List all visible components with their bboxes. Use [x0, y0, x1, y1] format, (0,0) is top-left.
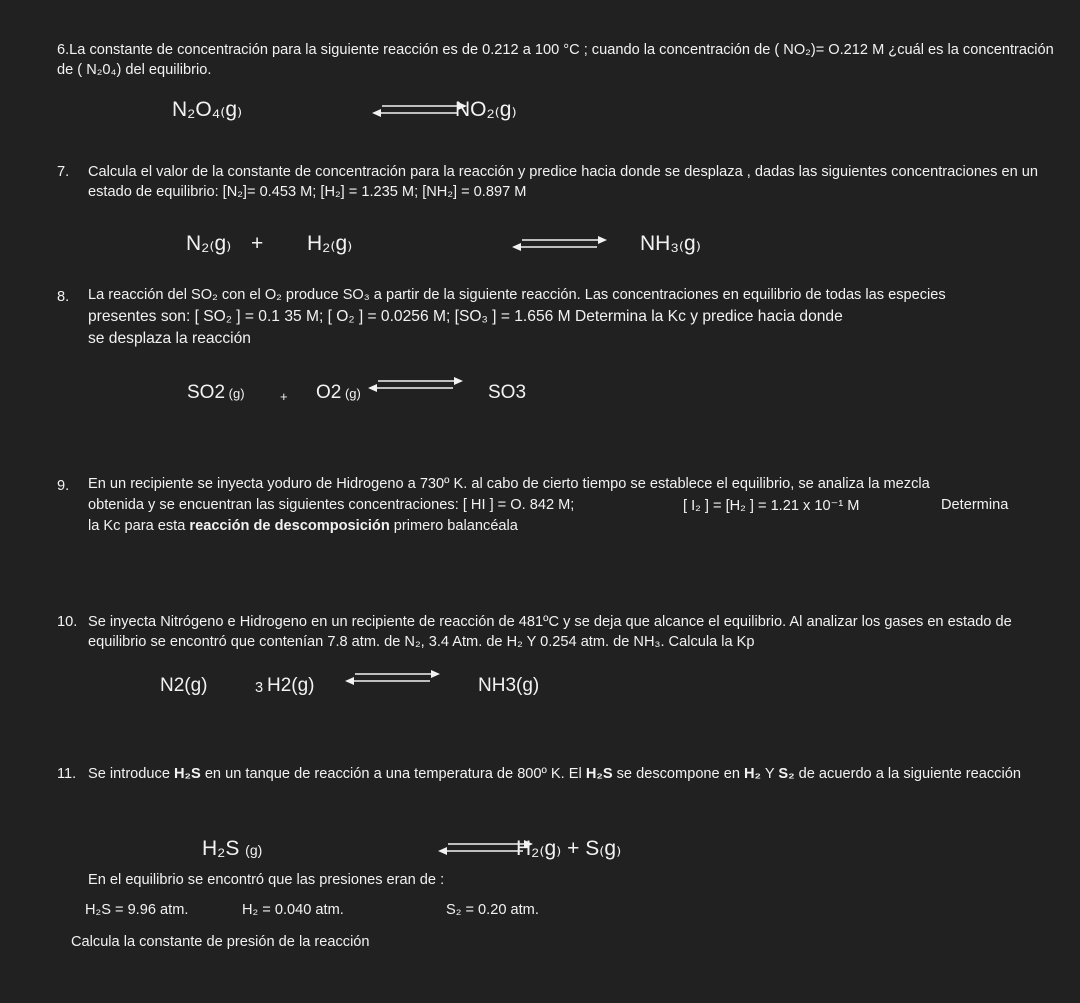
question-10-text: Se inyecta Nitrógeno e Hidrogeno en un recipiente de reacción de 481ºC y se deja que alcance el equilibrio. Al analizar los gases en estado de equilibrio se encontró que contenían 7.8 atm. de N₂, 3.4 Atm. de H₂ Y 0.254 atm. de NH₃. Calcula la Kp	[88, 614, 1012, 650]
q10-reactant-h2: H2(g)	[267, 675, 315, 696]
question-7-number: 7.	[57, 164, 70, 180]
question-6-text: 6.La constante de concentración para la siguiente reacción es de 0.212 a 100 °C ; cuando la concentración de ( NO₂)= O.212 M ¿cuál es la concentración de ( N₂0₄) del equilibrio.	[57, 42, 1054, 78]
q10-product: NH3(g)	[478, 675, 540, 696]
question-10-number: 10.	[57, 614, 78, 630]
q11-pressure-h2s: H₂S = 9.96 atm.	[85, 902, 189, 918]
q11-reactant: H₂S (g)	[202, 837, 263, 860]
q8-plus: +	[280, 389, 288, 404]
q6-reactant: N₂O₄₍g₎	[172, 98, 243, 121]
q8-reactant-so2: SO2 (g)	[187, 382, 245, 403]
q7-plus: +	[251, 232, 264, 255]
q11-pressure-h2: H₂ = 0.040 atm.	[242, 902, 344, 918]
q10-equilibrium-arrow-icon	[345, 668, 443, 688]
q7-equilibrium-arrow-icon	[512, 234, 610, 254]
question-9-line-2a: obtenida y se encuentran las siguientes concentraciones: [ HI ] = O. 842 M;	[88, 497, 575, 513]
question-11-number: 11.	[57, 766, 77, 782]
q7-reactant-h2: H₂₍g₎	[307, 232, 353, 255]
q10-reactant-n2: N2(g)	[160, 675, 208, 696]
question-9-line-2b: [ I₂ ] = [H₂ ] = 1.21 x 10⁻¹ M	[683, 498, 860, 514]
q8-reactant-o2: O2 (g)	[316, 382, 361, 403]
q7-product: NH₃₍g₎	[640, 232, 701, 255]
question-9-number: 9.	[57, 478, 70, 494]
question-7-text: Calcula el valor de la constante de concentración para la reacción y predice hacia donde se desplaza , dadas las siguientes concentraciones en un estado de equilibrio: [N₂]= 0.453 M; [H₂] = 1.235 M; [NH₂] = 0.897 M	[88, 164, 1039, 200]
question-8-line-3: se desplaza la reacción	[88, 330, 251, 347]
q6-product: NO₂₍g₎	[455, 98, 517, 121]
question-11-text: Se introduce H₂S en un tanque de reacción a una temperatura de 800º K. El H₂S se descompone en H₂ Y S₂ de acuerdo a la siguiente reacción	[88, 766, 1021, 782]
q8-product: SO3	[488, 382, 527, 403]
question-9-line-2c: Determina	[941, 497, 1009, 513]
question-9-line-3: la Kc para esta reacción de descomposición primero balancéala	[88, 518, 518, 534]
question-8-line-1: La reacción del SO₂ con el O₂ produce SO₃ a partir de la siguiente reacción. Las concentraciones en equilibrio de todas las especies	[88, 287, 946, 303]
q11-final-instruction: Calcula la constante de presión de la reacción	[71, 934, 370, 950]
question-8-line-2: presentes son: [ SO₂ ] = 0.1 35 M; [ O₂ ] = 0.0256 M; [SO₃ ] = 1.656 M Determina la Kc y predice hacia donde	[88, 308, 843, 325]
question-9-line-1: En un recipiente se inyecta yoduro de Hidrogeno a 730º K. al cabo de cierto tiempo se establece el equilibrio, se analiza la mezcla	[88, 476, 930, 492]
question-8-number: 8.	[57, 289, 70, 305]
q7-reactant-n2: N₂₍g₎	[186, 232, 232, 255]
q11-pressure-s2: S₂ = 0.20 atm.	[446, 902, 539, 918]
q8-equilibrium-arrow-icon	[368, 375, 466, 395]
q11-pressures-intro: En el equilibrio se encontró que las presiones eran de :	[88, 872, 445, 888]
q11-product: H₂₍g₎ + S₍g₎	[516, 837, 622, 860]
q10-coefficient: 3	[255, 680, 264, 696]
